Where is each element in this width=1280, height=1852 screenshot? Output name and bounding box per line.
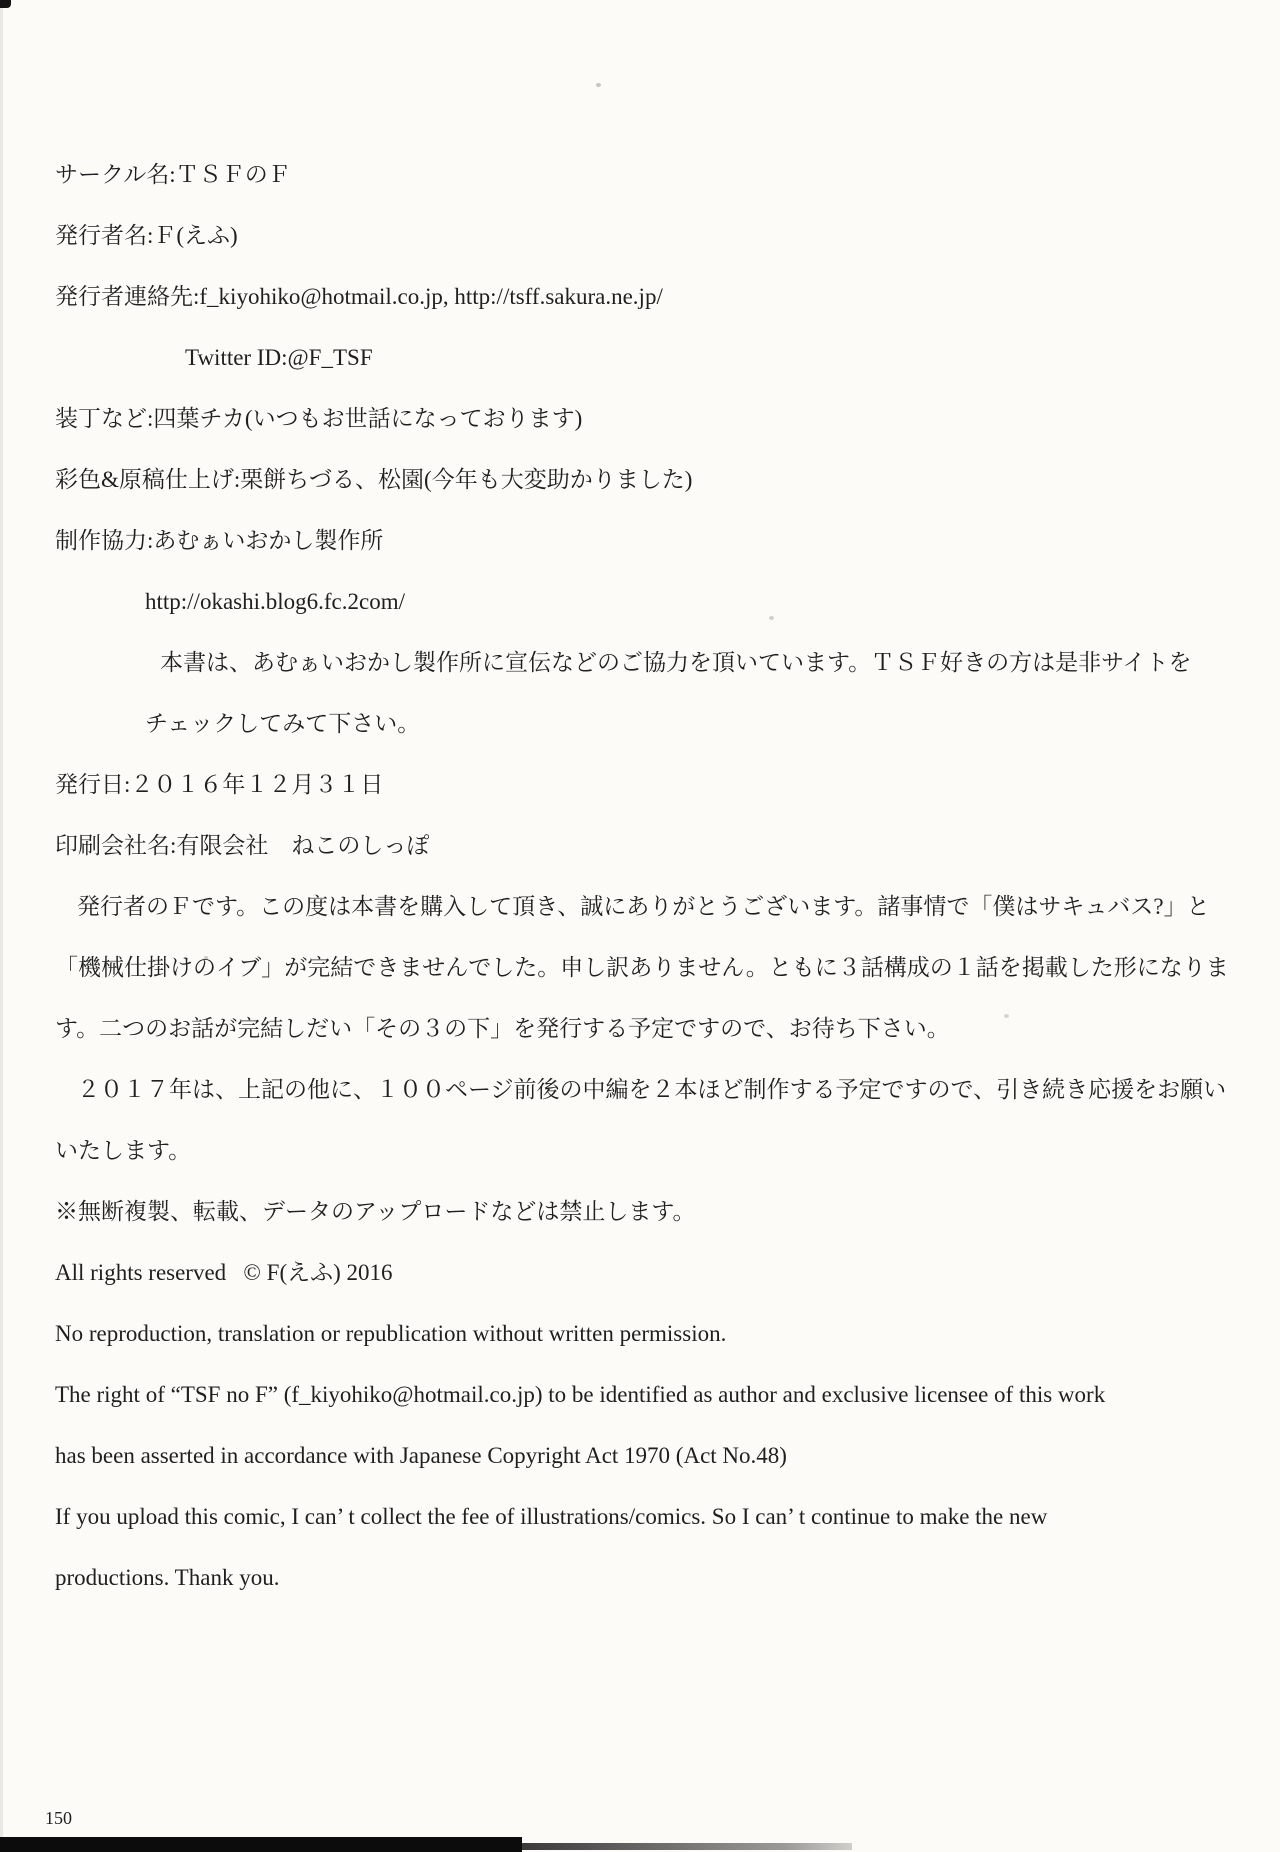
colophon-text-block (55, 161, 1265, 1625)
afterword-line-5: いたします。 (55, 1138, 192, 1163)
twitter-id-line: Twitter ID:@F_TSF (185, 345, 373, 370)
coloring-credit-line: 彩色&原稿仕上げ:栗餅ちづる、松園(今年も大変助かりました) (55, 467, 693, 492)
production-help-line: 制作協力:あむぁいおかし製作所 (55, 528, 384, 553)
page-number: 150 (45, 1808, 72, 1828)
english-notice-line-2: The right of “TSF no F” (f_kiyohiko@hotmail.co.jp) to be identified as author and exclusive licensee of this work (55, 1382, 1106, 1407)
printing-company-line: 印刷会社名:有限会社 ねこのしっぽ (55, 833, 430, 858)
english-notice-line-4: If you upload this comic, I can’ t collect the fee of illustrations/comics. So I can’ t continue to make the new (55, 1504, 1048, 1529)
no-unauthorized-copy-line: ※無断複製、転載、データのアップロードなどは禁止します。 (55, 1199, 696, 1224)
english-notice-line-5: productions. Thank you. (55, 1565, 280, 1590)
english-notice-line-3: has been asserted in accordance with Japanese Copyright Act 1970 (Act No.48) (55, 1443, 787, 1468)
afterword-line-1: 発行者のＦです。この度は本書を購入して頂き、誠にありがとうございます。諸事情で「僕はサキュバス?」と (77, 894, 1210, 919)
circle-name-line: サークル名:ＴＳＦのＦ (55, 162, 291, 187)
english-notice-line-1: No reproduction, translation or republication without written permission. (55, 1321, 727, 1346)
scan-corner-mark (0, 0, 11, 8)
publisher-name-line: 発行者名:Ｆ(えふ) (55, 223, 238, 248)
rights-reserved-line: All rights reserved © F(えふ) 2016 (55, 1260, 393, 1285)
publisher-contact-line: 発行者連絡先:f_kiyohiko@hotmail.co.jp, http://tsff.sakura.ne.jp/ (55, 284, 663, 309)
afterword-line-3: す。二つのお話が完結しだい「その３の下」を発行する予定ですので、お待ち下さい。 (55, 1016, 950, 1041)
afterword-line-2: 「機械仕掛けのイブ」が完結できませんでした。申し訳ありません。ともに３話構成の１話を掲載した形になりま (55, 955, 1229, 980)
promo-note-line-1: 本書は、あむぁいおかし製作所に宣伝などのご協力を頂いています。ＴＳＦ好きの方は是非サイトを (160, 650, 1192, 675)
publication-date-line: 発行日:２０１６年１２月３１日 (55, 772, 384, 797)
scan-bottom-bar-tail (522, 1843, 852, 1850)
scan-bottom-bar (0, 1837, 522, 1852)
promo-note-line-2: チェックしてみて下さい。 (145, 711, 421, 736)
scan-edge-shadow (0, 0, 3, 1852)
afterword-line-4: ２０１７年は、上記の他に、１００ページ前後の中編を２本ほど制作する予定ですので、引き続き応援をお願い (77, 1077, 1227, 1102)
scan-speck (596, 83, 601, 87)
production-help-url-line: http://okashi.blog6.fc.2com/ (145, 589, 405, 614)
design-credit-line: 装丁など:四葉チカ(いつもお世話になっております) (55, 406, 583, 431)
